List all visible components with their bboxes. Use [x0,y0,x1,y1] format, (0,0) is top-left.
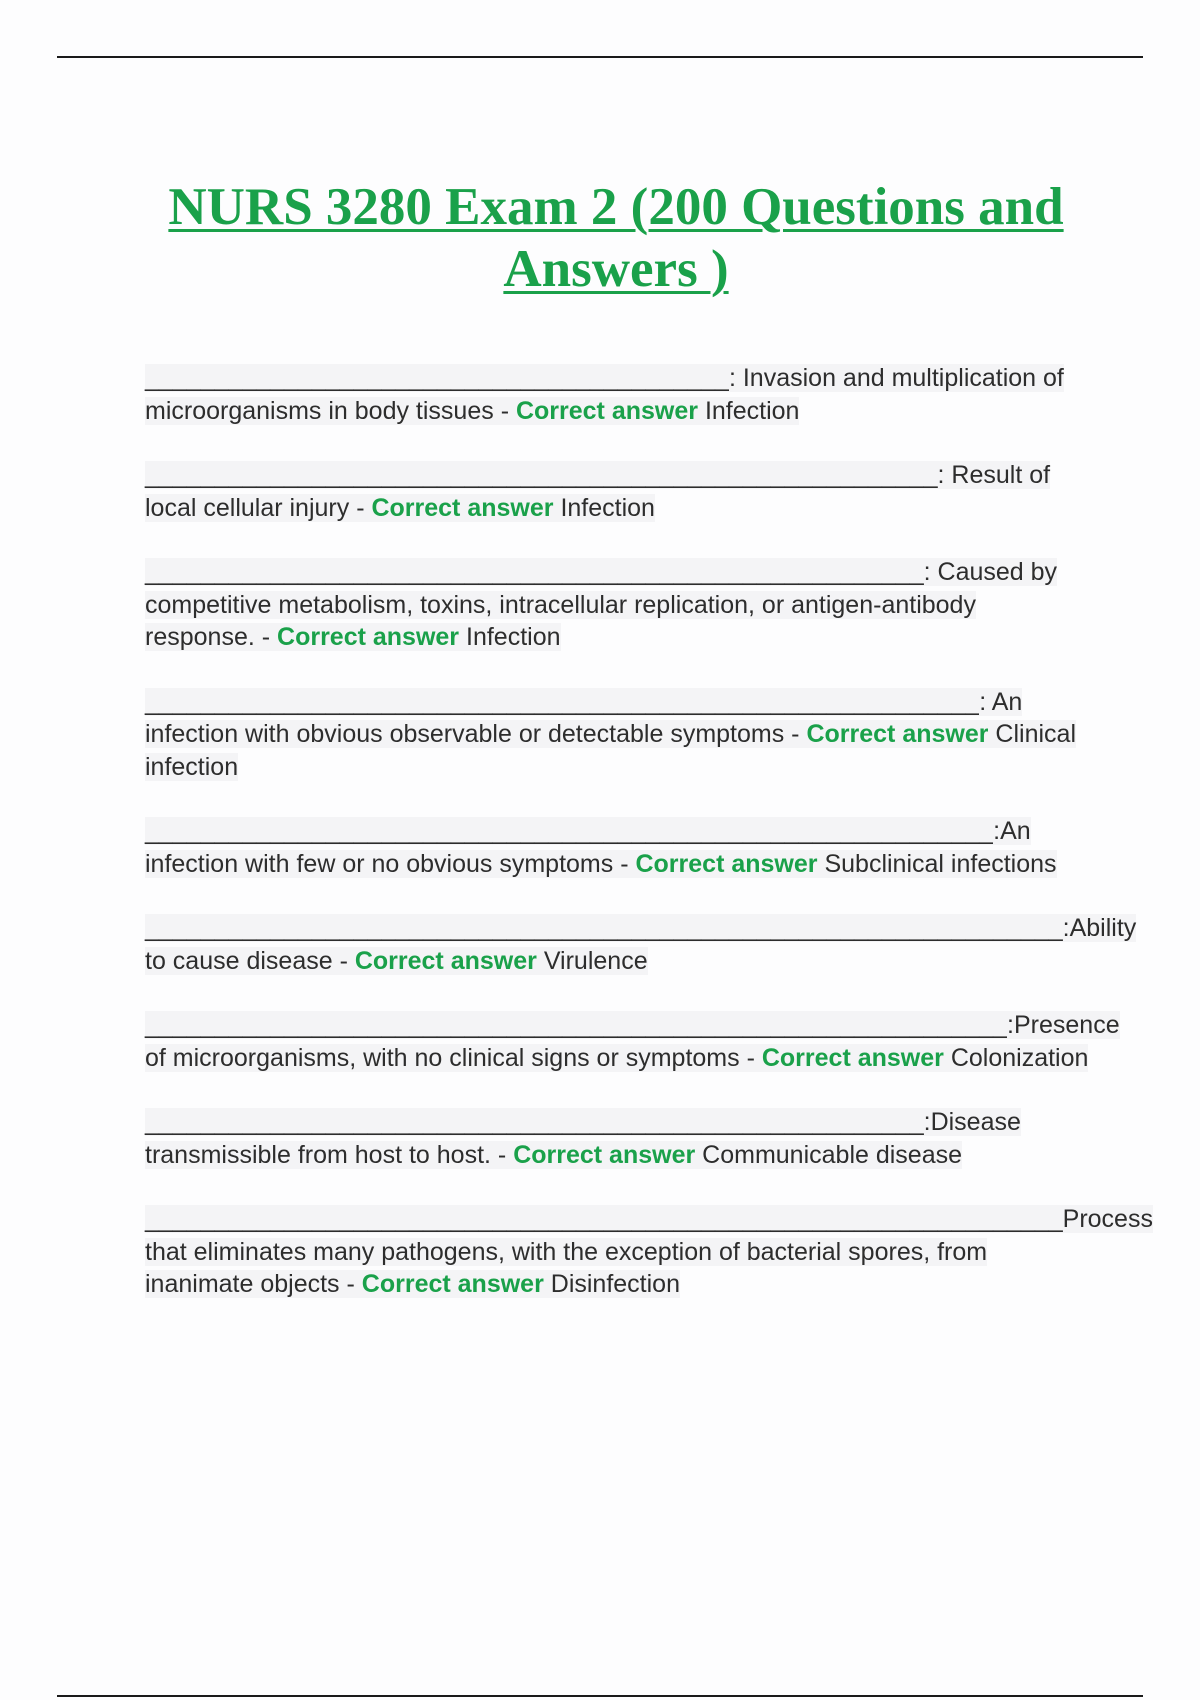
qa-item [145,459,1090,524]
bottom-rule [57,1695,1143,1697]
correct-answer-label: Correct answer [371,493,554,522]
question-text: : Caused by competitive metabolism, toxins, intracellular replication, or antigen-antibody response. - [145,558,1058,651]
answer-text: Communicable disease [695,1140,963,1169]
answer-blank: ____________________________________________________________ [145,687,980,716]
answer-text: Disinfection [543,1270,680,1298]
qa-item [145,556,1090,654]
answer-text: Infection [698,396,800,425]
correct-answer-label: Correct answer [354,946,537,975]
correct-answer-label: Correct answer [513,1140,696,1169]
answer-blank: __________________________________________________________________ [145,914,1063,942]
correct-answer-label: Correct answer [761,1043,944,1072]
question-text: : An infection with obvious observable or detectable symptoms - [145,687,1023,748]
qa-item [145,912,1137,977]
question-text: :Ability to cause disease - [145,914,1137,975]
qa-item [145,362,1090,427]
answer-text: Subclinical infections [817,849,1057,878]
qa-item [145,1203,1153,1301]
question-text: :Disease transmissible from host to host. - [145,1108,1021,1169]
correct-answer-label: Correct answer [361,1270,544,1298]
qa-item [145,686,1090,784]
qa-item [145,1106,1090,1171]
correct-answer-label: Correct answer [515,396,698,425]
answer-blank: __________________________________________ [145,364,729,392]
answer-text: Virulence [536,946,648,975]
answer-blank: _________________________________________________________ [145,461,938,489]
top-rule [57,56,1143,58]
answer-text: Infection [459,623,561,651]
correct-answer-label: Correct answer [806,720,989,748]
answer-blank: _____________________________________________________________ [145,817,994,845]
answer-blank: ______________________________________________________________ [145,1011,1008,1039]
question-text: : Invasion and multiplication of microorganisms in body tissues - [145,364,1064,425]
answer-blank: __________________________________________________________________ [145,1205,1063,1233]
qa-list [145,362,1153,1333]
correct-answer-label: Correct answer [635,849,818,878]
question-text: : Result of local cellular injury - [145,461,1051,522]
question-text: :An infection with few or no obvious symptoms - [145,817,1031,878]
qa-item [145,815,1090,880]
qa-item [145,1009,1120,1074]
answer-text: Clinical infection [145,720,1077,781]
answer-blank: ________________________________________________________ [145,558,924,586]
answer-blank: ________________________________________________________ [145,1108,924,1136]
question-text: Process that eliminates many pathogens, with the exception of bacterial spores, from inanimate objects - [145,1205,1153,1298]
document-title: NURS 3280 Exam 2 (200 Questions and Answers ) [168,178,1064,298]
correct-answer-label: Correct answer [277,623,460,651]
answer-text: Infection [553,493,655,522]
answer-text: Colonization [943,1043,1089,1072]
question-text: :Presence of microorganisms, with no clinical signs or symptoms - [145,1011,1120,1072]
